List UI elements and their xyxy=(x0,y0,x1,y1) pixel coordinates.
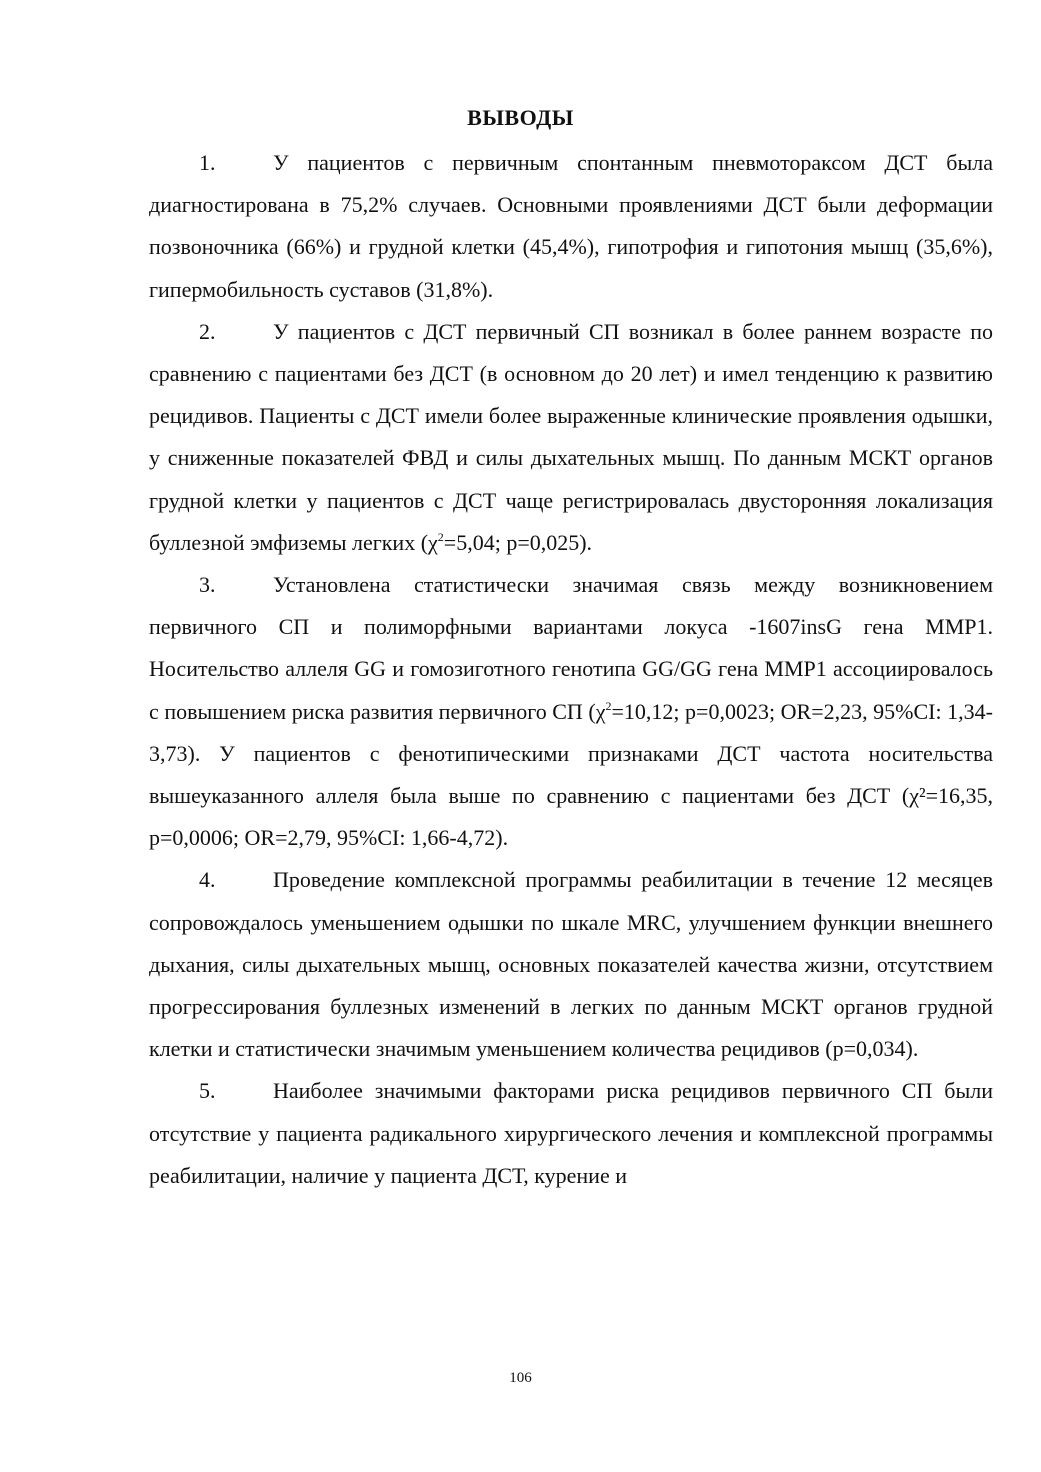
item-text: Установлена статистически значимая связь между возникновением первичного СП и полиморфными вариантами локуса -1607insG гена ММР1. Носительство аллеля GG и гомозиготного генотипа GG/GG гена MMP1 ассоциировалось с повышением риска развития первичного СП (χ xyxy=(149,572,993,724)
item-number: 3. xyxy=(199,572,216,598)
conclusion-item-1 xyxy=(149,142,993,311)
conclusions-list xyxy=(149,142,993,1197)
superscript: 2 xyxy=(605,698,612,713)
item-number: 5. xyxy=(199,1078,216,1104)
page-title: ВЫВОДЫ xyxy=(467,105,574,130)
conclusion-item-5 xyxy=(149,1070,993,1197)
item-text: Наиболее значимыми факторами риска рецидивов первичного СП были отсутствие у пациента радикального хирургического лечения и комплексной программы реабилитации, наличие у пациента ДСТ, курение и xyxy=(149,1078,993,1188)
item-text: У пациентов с первичным спонтанным пневмотораксом ДСТ была диагностирована в 75,2% случаев. Основными проявлениями ДСТ были деформации позвоночника (66%) и грудной клетки (45,4%), гипотрофия и гипотония мышц (35,6%), гипермобильность суставов (31,8%). xyxy=(149,150,993,302)
item-number: 2. xyxy=(199,318,216,344)
item-text-continued: =5,04; р=0,025). xyxy=(443,529,593,555)
item-number: 1. xyxy=(199,150,216,175)
item-text: У пациентов с ДСТ первичный СП возникал в более раннем возрасте по сравнению с пациентами без ДСТ (в основном до 20 лет) и имел тенденцию к развитию рецидивов. Пациенты с ДСТ имели более выраженные клинические проявления одышки, у сниженные показателей ФВД и силы дыхательных мышц. По данным МСКТ органов грудной клетки у пациентов с ДСТ чаще регистрировалась двусторонняя локализация буллезной эмфиземы легких (χ xyxy=(149,318,993,555)
page-number: 106 xyxy=(509,1370,532,1386)
item-text-continued: =10,12; p=0,0023; OR=2,23, 95%CI: 1,34-3,73). У пациентов с фенотипическими признаками ДСТ частота носительства вышеуказанного аллеля была выше по сравнению с пациентами без ДСТ (χ²=16,35, p=0,0006; OR=2,79, 95%CI: 1,66-4,72). xyxy=(149,698,993,851)
item-number: 4. xyxy=(199,867,216,893)
conclusion-item-2 xyxy=(149,311,993,564)
conclusion-item-3 xyxy=(149,564,993,859)
item-text: Проведение комплексной программы реабилитации в течение 12 месяцев сопровождалось уменьшением одышки по шкале MRC, улучшением функции внешнего дыхания, силы дыхательных мышц, основных показателей качества жизни, отсутствием прогрессирования буллезных изменений в легких по данным МСКТ органов грудной клетки и статистически значимым уменьшением количества рецидивов (р=0,034). xyxy=(149,867,993,1062)
conclusion-item-4 xyxy=(149,859,993,1070)
superscript: 2 xyxy=(437,529,444,544)
